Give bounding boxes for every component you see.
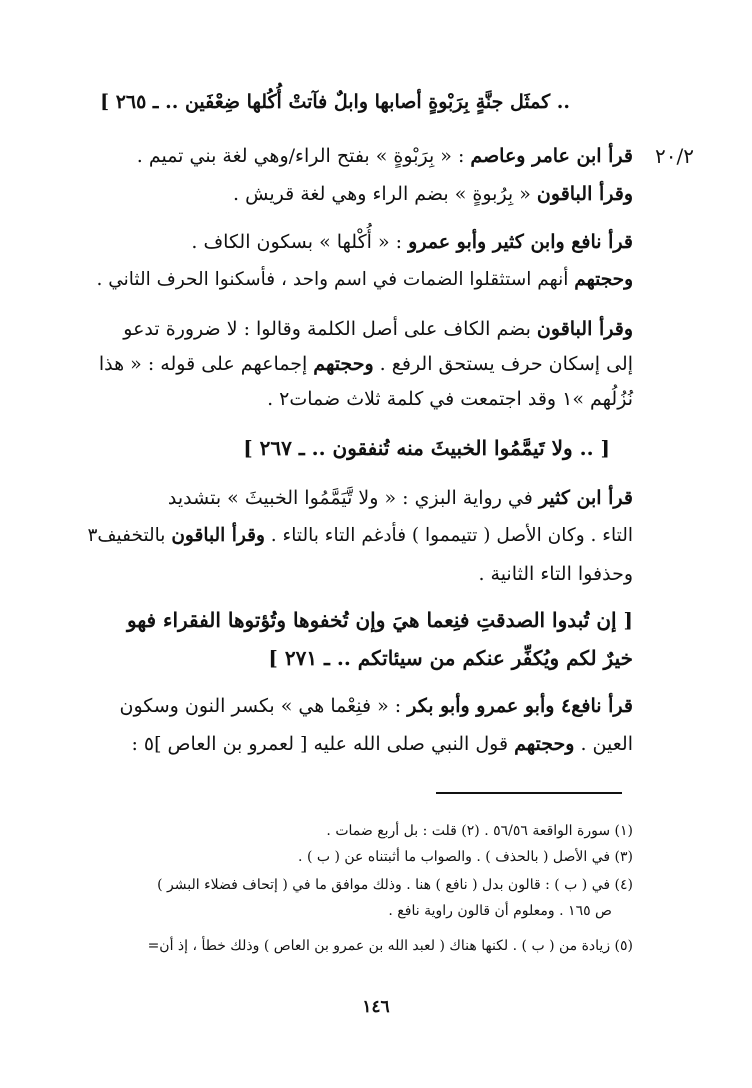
footnote-line: (٤) في ( ب ) : قالون بدل ( نافع ) هنا . وذلك موافق ما في ( إتحاف فضلاء البشر ) [157, 877, 633, 893]
text-phrase: التاء . وكان الأصل ( تتيمموا ) فأدغم التاء بالتاء . [264, 525, 633, 546]
text-line [85, 266, 633, 294]
text-line [85, 315, 633, 343]
text-phrase: : « بِرَبْوةٍ » بفتح الراء/وهي لغة بني تميم . [136, 145, 471, 167]
text-line [250, 385, 633, 413]
bold-phrase: وقرأ الباقون [536, 183, 633, 205]
text-line [400, 560, 633, 588]
text-line [85, 484, 633, 512]
text-line [220, 434, 610, 462]
footnote-line: ص ١٦٥ . ومعلوم أن قالون راوية نافع . [388, 903, 612, 919]
text-phrase: بضم الكاف على أصل الكلمة وقالوا : لا ضرورة تدعو [123, 318, 537, 340]
text-line [92, 88, 570, 116]
text-phrase: « بِرُبوةٍ » بضم الراء وهي لغة قريش . [233, 183, 537, 205]
text-phrase: قول النبي صلى الله عليه [ لعمرو بن العاص ]٥ : [131, 733, 515, 755]
bold-phrase: وحجتهم [514, 733, 575, 755]
text-line [85, 350, 633, 378]
text-line [85, 228, 633, 256]
text-line [250, 644, 633, 672]
bold-phrase: قرأ ابن عامر وعاصم [470, 145, 633, 167]
bold-phrase: قرأ نافع وابن كثير وأبو عمرو [408, 231, 633, 253]
bold-phrase: وحجتهم [574, 269, 633, 290]
footnote-separator [436, 792, 622, 794]
margin-reference: ٢٠/٢ [655, 144, 694, 168]
bold-phrase: .. كمثَل جنَّةٍ بِرَبْوةٍ أصابها وابلٌ فآتتْ أُكُلها ضِعْفَين .. ـ ٢٦٥ ] [100, 91, 570, 113]
text-phrase: بالتخفيف٣ [87, 525, 172, 546]
bold-phrase: [ .. ولا تَيمَّمُوا الخبيثَ منه تُنفقون .. ـ ٢٦٧ ] [243, 436, 610, 460]
bold-phrase: وقرأ الباقون [536, 318, 633, 340]
text-line [85, 730, 633, 758]
bold-phrase: وحجتهم [313, 353, 374, 375]
text-line [230, 180, 633, 208]
text-phrase: وحذفوا التاء الثانية . [478, 563, 633, 585]
text-phrase: أنهم استثقلوا الضمات في اسم واحد ، فأسكنوا الحرف الثاني . [96, 269, 575, 290]
text-phrase: في رواية البزي : « ولا تَّيَمَّمُوا الخبيثَ » بتشديد [167, 487, 539, 509]
bold-phrase: [ إن تُبدوا الصدقتِ فنِعما هيَ وإن تُخفوها وتُؤتوها الفقراء فهو [126, 608, 633, 632]
bold-phrase: وقرأ الباقون [171, 525, 265, 546]
footnote-line: (٥) زيادة من ( ب ) . لكنها هناك ( لعبد الله بن عمرو بن العاص ) وذلك خطأ ، إذ أن= [147, 938, 633, 954]
text-line [85, 522, 633, 550]
bold-phrase: قرأ ابن كثير [538, 487, 633, 509]
footnote-line: (٣) في الأصل ( بالحذف ) . والصواب ما أثبتناه عن ( ب ) . [298, 849, 633, 865]
text-phrase: إجماعهم على قوله : « هذا [98, 353, 314, 375]
text-phrase: : « فنِعْما هي » بكسر النون وسكون [119, 695, 408, 717]
text-phrase: نُزُلُهم »١ وقد اجتمعت في كلمة ثلاث ضمات٢ . [267, 388, 633, 410]
bold-phrase: خيرٌ لكم ويُكفِّر عنكم من سيئاتكم .. ـ ٢٧١ ] [268, 646, 633, 670]
page-number: ١٤٦ [362, 997, 390, 1017]
text-phrase: إلى إسكان حرف يستحق الرفع . [373, 353, 633, 375]
bold-phrase: قرأ نافع٤ وأبو عمرو وأبو بكر [407, 695, 633, 717]
text-line [85, 692, 633, 720]
text-phrase: : « أُكْلها » بسكون الكاف . [191, 231, 409, 253]
text-phrase: العين . [574, 733, 633, 755]
footnote-line: (١) سورة الواقعة ٥٦/٥٦ . (٢) قلت : بل أربع ضمات . [326, 823, 633, 839]
text-line [85, 606, 633, 634]
text-line [85, 142, 633, 170]
